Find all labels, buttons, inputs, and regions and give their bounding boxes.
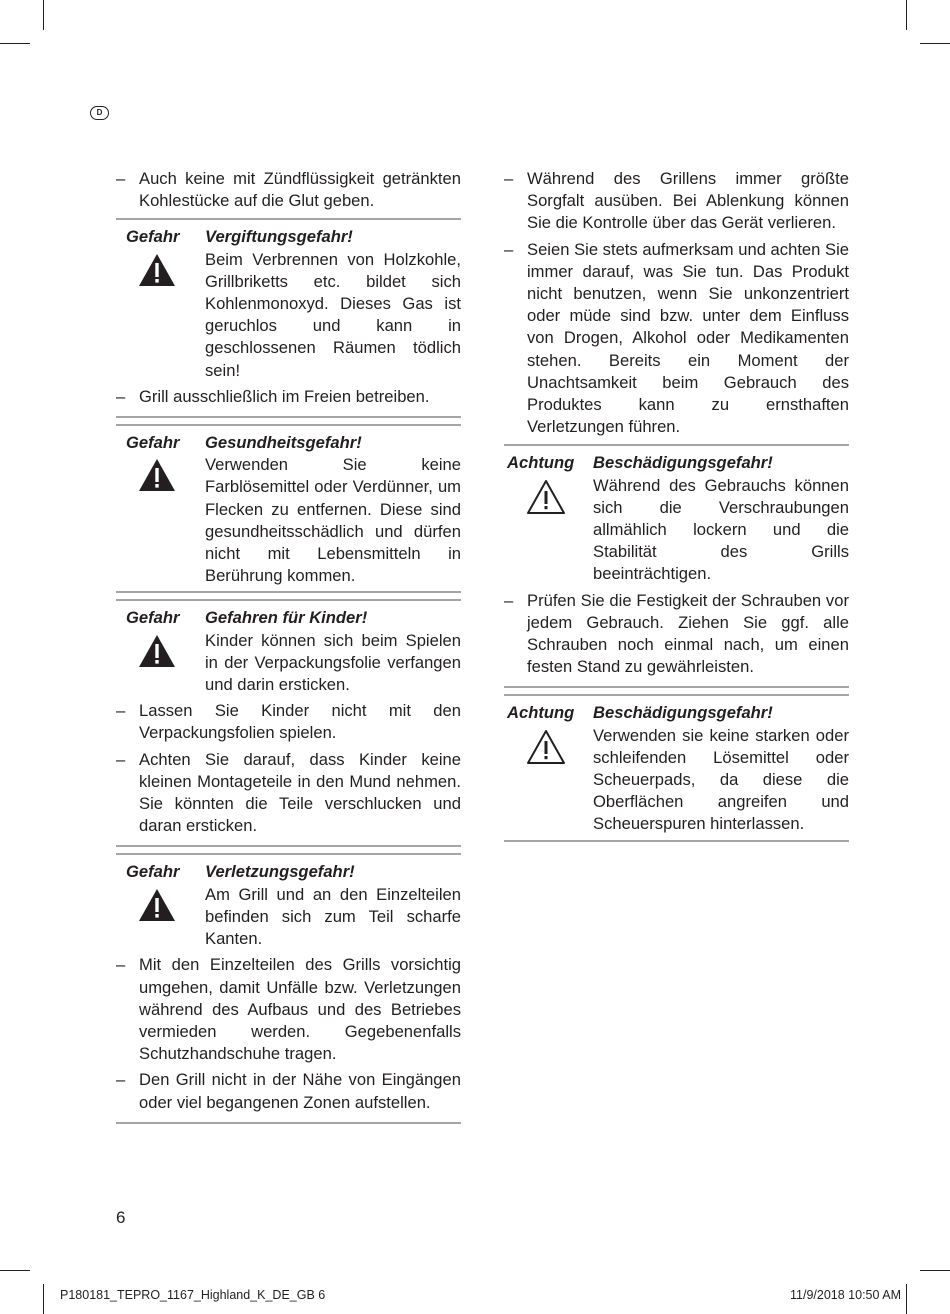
warning-title: Beschädigungsgefahr! <box>593 453 773 473</box>
bullet-item <box>116 168 461 212</box>
warning-box <box>116 599 461 847</box>
crop-mark <box>43 1284 44 1314</box>
bullet-dash: – <box>116 749 126 769</box>
crop-mark <box>920 43 950 44</box>
warning-keyword: Gefahr <box>126 227 180 247</box>
warning-title: Gefahren für Kinder! <box>205 608 368 628</box>
bullet-dash: – <box>504 169 514 188</box>
warning-title: Vergiftungsgefahr! <box>205 227 353 247</box>
left-column <box>116 168 461 1130</box>
warning-icon-cell <box>116 884 205 951</box>
warning-header <box>116 861 461 883</box>
warning-body <box>116 884 461 951</box>
bullet-text: Auch keine mit Zündflüssigkeit getränkten Kohlestücke auf die Glut geben. <box>139 169 461 211</box>
bullet-item <box>504 168 849 235</box>
warning-title: Gesundheitsgefahr! <box>205 433 362 453</box>
warning-bullets <box>116 954 461 1113</box>
warning-box <box>116 218 461 418</box>
bullet-dash: – <box>116 1070 126 1090</box>
warning-keyword: Gefahr <box>126 862 180 882</box>
warning-icon-cell <box>504 475 593 586</box>
warning-icon-cell <box>504 725 593 836</box>
bullet-text: Achten Sie darauf, dass Kinder keine kleinen Montageteile in den Mund nehmen. Sie könnten die Teile verschlucken und daran ersticken. <box>139 749 461 836</box>
bullet-item <box>504 590 849 679</box>
warning-icon-cell <box>116 249 205 382</box>
bullet-text: Grill ausschließlich im Freien betreiben. <box>139 386 430 406</box>
filled-warning-triangle-icon <box>138 253 176 293</box>
bullet-dash: – <box>504 239 514 259</box>
language-badge: D <box>90 106 109 120</box>
warning-header <box>116 432 461 454</box>
bullet-dash: – <box>116 169 126 188</box>
warning-header <box>116 226 461 248</box>
warning-text: Beim Verbrennen von Holzkohle, Grillbriketts etc. bildet sich Kohlenmonoxyd. Dieses Gas ist geruchlos und kann in geschlossenen Räumen tödlich sein! <box>205 249 461 380</box>
bullet-dash: – <box>116 955 126 975</box>
warning-title: Verletzungsgefahr! <box>205 862 355 882</box>
warning-bullets <box>116 386 461 408</box>
crop-mark <box>906 1284 907 1314</box>
warning-icon-cell <box>116 454 205 587</box>
crop-mark <box>0 1270 30 1271</box>
bullet-text: Mit den Einzelteilen des Grills vorsichtig umgehen, damit Unfälle bzw. Verletzungen während des Aufbaus und des Betriebes vermieden werden. Gegebenenfalls Schutzhandschuhe tragen. <box>139 955 461 1064</box>
bullet-dash: – <box>504 590 514 610</box>
warning-header <box>504 452 849 474</box>
warning-header <box>504 702 849 724</box>
warning-box <box>504 444 849 688</box>
crop-mark <box>0 43 30 44</box>
filled-warning-triangle-icon <box>138 888 176 928</box>
bullet-dash: – <box>116 386 126 406</box>
bullet-text: Seien Sie stets aufmerksam und achten Sie immer darauf, was Sie tun. Das Produkt nicht benutzen, wenn Sie unkonzentriert oder müde sind bzw. unter dem Einfluss von Drogen, Alkohol oder Medikamenten stehen. Bereits ein Moment der Unachtsamkeit beim Gebrauch des Produktes kann zu ernsthaften Verletzungen führen. <box>527 239 849 437</box>
warning-body <box>116 249 461 382</box>
warning-icon-cell <box>116 630 205 697</box>
filled-warning-triangle-icon <box>138 634 176 674</box>
outline-warning-triangle-icon <box>526 729 566 771</box>
bullet-text: Während des Grillens immer größte Sorgfalt ausüben. Bei Ablenkung können Sie die Kontrolle über das Gerät verlieren. <box>527 169 849 233</box>
warning-box <box>116 424 461 593</box>
crop-mark <box>920 1270 950 1271</box>
footer-file-name: P180181_TEPRO_1167_Highland_K_DE_GB 6 <box>60 1288 326 1302</box>
warning-bullets <box>116 700 461 837</box>
warning-keyword: Gefahr <box>126 433 180 453</box>
warning-body <box>504 725 849 836</box>
crop-mark <box>906 0 907 30</box>
right-column <box>504 168 849 848</box>
bullet-item <box>116 386 461 408</box>
bullet-item <box>116 700 461 744</box>
bullet-dash: – <box>116 701 126 721</box>
filled-warning-triangle-icon <box>138 458 176 498</box>
warning-body <box>116 454 461 587</box>
page-number: 6 <box>116 1208 126 1227</box>
warning-text: Während des Gebrauchs können sich die Verschraubungen allmählich lockern und die Stabilität des Grills beeinträchtigen. <box>593 475 849 584</box>
outline-warning-triangle-icon <box>526 479 566 521</box>
bullet-text: Den Grill nicht in der Nähe von Eingängen oder viel begangenen Zonen aufstellen. <box>139 1070 461 1112</box>
bullet-item <box>116 954 461 1065</box>
warning-box <box>504 694 849 841</box>
warning-keyword: Gefahr <box>126 608 180 628</box>
warning-keyword: Achtung <box>507 703 575 723</box>
warning-text: Verwenden Sie keine Farblösemittel oder Verdünner, um Flecken zu entfernen. Diese sind gesundheitsschädlich und dürfen nicht mit Lebensmitteln in Berührung kommen. <box>205 455 461 586</box>
bullet-item <box>116 749 461 838</box>
warning-header <box>116 607 461 629</box>
warning-box <box>116 853 461 1123</box>
crop-mark <box>43 0 44 30</box>
warning-keyword: Achtung <box>507 453 575 473</box>
warning-bullets <box>504 590 849 679</box>
warning-body <box>116 630 461 697</box>
warning-text: Kinder können sich beim Spielen in der Verpackungsfolie verfangen und darin ersticken. <box>205 630 461 695</box>
bullet-text: Prüfen Sie die Festigkeit der Schrauben vor jedem Gebrauch. Ziehen Sie ggf. alle Schrauben noch einmal nach, um einen festen Stand zu gewährleisten. <box>527 590 849 677</box>
bullet-item <box>504 239 849 439</box>
warning-text: Am Grill und an den Einzelteilen befinden sich zum Teil scharfe Kanten. <box>205 884 461 949</box>
warning-title: Beschädigungsgefahr! <box>593 703 773 723</box>
warning-text: Verwenden sie keine starken oder schleifenden Lösemittel oder Scheuerpads, da diese die Oberflächen angreifen und Scheuerspuren hinterlassen. <box>593 725 849 834</box>
footer-timestamp: 11/9/2018 10:50 AM <box>790 1288 901 1302</box>
warning-body <box>504 475 849 586</box>
bullet-item <box>116 1069 461 1113</box>
bullet-text: Lassen Sie Kinder nicht mit den Verpackungsfolien spielen. <box>139 701 461 743</box>
